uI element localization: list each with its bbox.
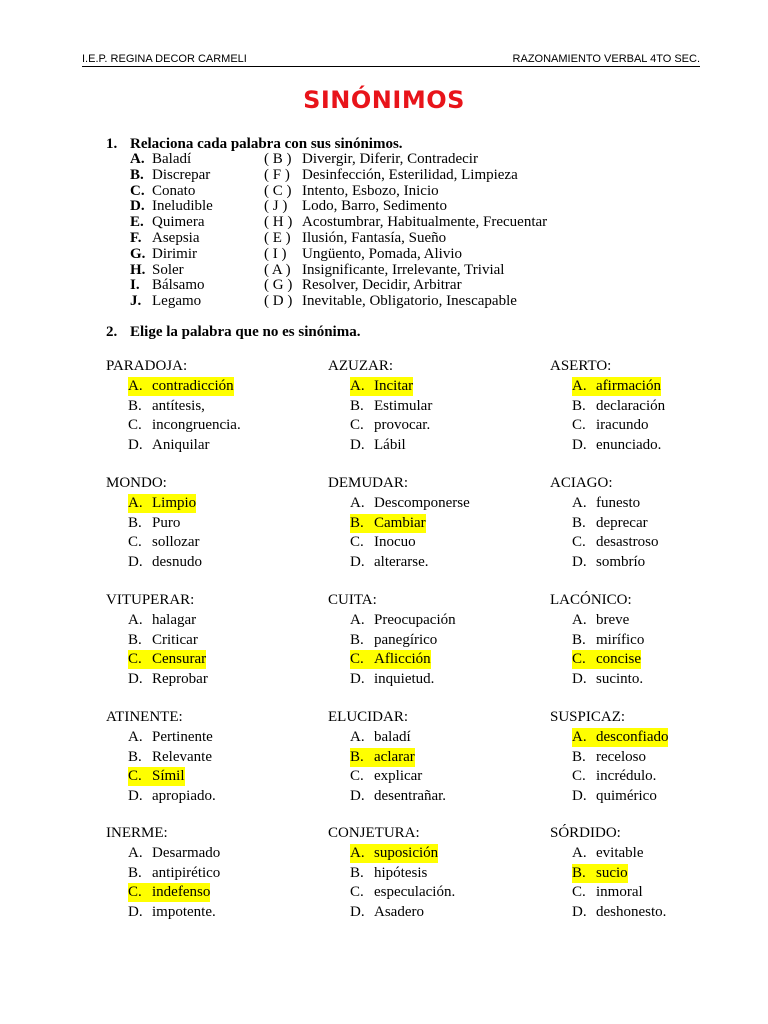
match-answer: ( H ) — [264, 214, 293, 231]
option-item — [350, 728, 411, 747]
option-letter: C. — [128, 884, 142, 900]
option-item — [350, 903, 424, 922]
match-definitions: Desinfección, Esterilidad, Limpieza — [302, 166, 518, 183]
match-word: Legamo — [152, 293, 202, 310]
option-letter: B. — [350, 631, 364, 648]
option-item — [572, 748, 646, 767]
option-letter: A. — [572, 845, 587, 861]
match-word: Soler — [152, 261, 184, 278]
match-answer: ( F ) — [264, 166, 290, 183]
school-name: I.E.P. REGINA DECOR CARMELI — [82, 53, 247, 65]
option-item — [128, 416, 241, 435]
option-item — [128, 883, 210, 902]
option-letter: A. — [350, 378, 365, 394]
match-answer: ( C ) — [264, 182, 292, 199]
option-letter: A. — [572, 729, 587, 745]
option-letter: D. — [128, 787, 143, 804]
option-text: Puro — [152, 514, 181, 531]
match-answer: ( I ) — [264, 245, 287, 262]
option-text: breve — [596, 612, 630, 628]
option-text: panegírico — [374, 631, 438, 648]
option-text: deprecar — [596, 514, 648, 531]
option-item — [350, 883, 455, 902]
option-letter: B. — [128, 397, 142, 414]
option-text: impotente. — [152, 903, 216, 920]
match-definitions: Resolver, Decidir, Arbitrar — [302, 277, 462, 294]
option-text: Estimular — [374, 397, 433, 414]
option-item — [350, 377, 413, 396]
option-item — [350, 494, 470, 513]
option-text: indefenso — [152, 884, 211, 900]
option-item — [572, 864, 628, 883]
option-text: Aniquilar — [152, 436, 210, 453]
option-letter: A. — [128, 495, 143, 511]
option-item — [128, 494, 196, 513]
option-item — [572, 883, 643, 902]
option-text: sollozar — [152, 534, 200, 550]
option-letter: C. — [128, 768, 142, 784]
option-letter: D. — [128, 670, 143, 687]
option-letter: B. — [128, 864, 142, 881]
group-word: SUSPICAZ: — [550, 709, 626, 725]
option-text: Inocuo — [374, 534, 416, 550]
question-2-text: Elige la palabra que no es sinónima. — [130, 324, 361, 340]
group-word: PARADOJA: — [106, 358, 188, 374]
option-letter: D. — [350, 553, 365, 570]
option-letter: D. — [128, 553, 143, 570]
match-letter: D. — [130, 198, 145, 215]
option-item — [572, 728, 668, 747]
option-text: Asadero — [374, 903, 424, 920]
option-text: aclarar — [374, 748, 415, 765]
option-text: receloso — [596, 748, 646, 765]
option-item — [350, 631, 437, 650]
option-text: especulación. — [374, 884, 456, 900]
option-letter: C. — [572, 768, 586, 784]
match-answer: ( B ) — [264, 151, 292, 167]
option-item — [350, 611, 456, 630]
option-letter: D. — [572, 436, 587, 453]
match-letter: I. — [130, 277, 140, 294]
option-text: desconfiado — [596, 729, 669, 745]
option-item — [350, 553, 429, 572]
option-item — [128, 728, 213, 747]
option-letter: D. — [572, 787, 587, 804]
match-letter: E. — [130, 214, 144, 231]
question-2-number: 2. — [106, 324, 118, 340]
option-text: desastroso — [596, 534, 659, 550]
option-item — [572, 494, 640, 513]
option-item — [572, 670, 643, 689]
option-item — [350, 650, 431, 669]
option-item — [572, 611, 629, 630]
option-text: concise — [596, 651, 641, 667]
option-item — [350, 416, 430, 435]
option-letter: B. — [572, 631, 586, 648]
option-letter: A. — [128, 845, 143, 861]
option-item — [572, 416, 648, 435]
option-text: mirífico — [596, 631, 645, 648]
match-word: Conato — [152, 182, 196, 199]
option-text: deshonesto. — [596, 903, 667, 920]
match-word: Dirimir — [152, 245, 197, 262]
option-item — [572, 903, 666, 922]
option-letter: D. — [350, 436, 365, 453]
option-text: sombrío — [596, 553, 646, 570]
option-text: desnudo — [152, 553, 202, 570]
option-item — [128, 748, 212, 767]
match-word: Bálsamo — [152, 277, 205, 294]
match-answer: ( D ) — [264, 293, 293, 310]
option-item — [128, 553, 202, 572]
match-letter: B. — [130, 166, 144, 183]
option-letter: B. — [350, 514, 364, 531]
option-letter: A. — [350, 612, 365, 628]
match-definitions: Ungüento, Pomada, Alivio — [302, 245, 462, 262]
option-item — [350, 844, 438, 863]
option-item — [128, 844, 220, 863]
option-item — [572, 377, 661, 396]
option-text: inquietud. — [374, 670, 435, 687]
option-letter: A. — [350, 845, 365, 861]
option-text: iracundo — [596, 417, 649, 433]
group-word: CONJETURA: — [328, 825, 420, 841]
match-letter: G. — [130, 245, 146, 262]
option-item — [350, 514, 426, 533]
option-item — [128, 436, 210, 455]
option-text: halagar — [152, 612, 197, 628]
option-text: Pertinente — [152, 729, 213, 745]
group-word: ELUCIDAR: — [328, 709, 408, 725]
option-item — [350, 670, 434, 689]
option-text: Limpio — [152, 495, 197, 511]
option-text: quimérico — [596, 787, 657, 804]
option-letter: C. — [350, 884, 364, 900]
option-letter: C. — [572, 417, 586, 433]
option-letter: A. — [128, 378, 143, 394]
option-text: Preocupación — [374, 612, 456, 628]
option-letter: A. — [350, 729, 365, 745]
option-letter: B. — [572, 748, 586, 765]
option-item — [572, 844, 643, 863]
option-item — [128, 631, 198, 650]
match-word: Discrepar — [152, 166, 211, 183]
option-item — [350, 436, 406, 455]
option-item — [572, 767, 656, 786]
page-title: SINÓNIMOS — [303, 86, 465, 114]
option-item — [128, 767, 185, 786]
option-item — [128, 787, 216, 806]
option-item — [572, 631, 644, 650]
option-text: desentrañar. — [374, 787, 447, 804]
option-item — [572, 533, 659, 552]
group-word: DEMUDAR: — [328, 475, 409, 491]
option-letter: A. — [128, 612, 143, 628]
option-text: afirmación — [596, 378, 661, 394]
option-letter: B. — [350, 864, 364, 881]
option-letter: D. — [572, 670, 587, 687]
option-item — [350, 787, 446, 806]
option-letter: B. — [128, 748, 142, 765]
group-word: VITUPERAR: — [106, 592, 195, 608]
option-item — [572, 397, 665, 416]
option-item — [572, 650, 641, 669]
option-text: Reprobar — [152, 670, 208, 687]
group-word: ACIAGO: — [550, 475, 613, 491]
option-letter: B. — [572, 864, 586, 881]
option-text: baladí — [374, 729, 411, 745]
option-item — [128, 533, 199, 552]
option-text: evitable — [596, 845, 644, 861]
match-definitions: Lodo, Barro, Sedimento — [302, 198, 447, 215]
option-item — [128, 397, 205, 416]
option-text: Descomponerse — [374, 495, 470, 511]
option-text: Símil — [152, 768, 185, 784]
option-text: provocar. — [374, 417, 431, 433]
option-letter: D. — [350, 670, 365, 687]
group-word: CUITA: — [328, 592, 377, 608]
match-word: Quimera — [152, 214, 205, 231]
option-letter: C. — [572, 884, 586, 900]
option-letter: A. — [572, 612, 587, 628]
option-letter: C. — [350, 534, 364, 550]
option-item — [350, 767, 422, 786]
match-word: Baladí — [152, 151, 192, 167]
match-answer: ( J ) — [264, 198, 288, 215]
option-text: enunciado. — [596, 436, 662, 453]
option-text: Censurar — [152, 651, 207, 667]
option-letter: C. — [572, 651, 586, 667]
option-text: Incitar — [374, 378, 414, 394]
option-item — [350, 533, 416, 552]
option-letter: C. — [350, 417, 364, 433]
question-1-number: 1. — [106, 136, 118, 152]
group-word: LACÓNICO: — [550, 592, 632, 608]
match-letter: F. — [130, 230, 142, 246]
match-word: Ineludible — [152, 198, 213, 215]
option-item — [572, 553, 645, 572]
option-text: explicar — [374, 768, 423, 784]
match-definitions: Insignificante, Irrelevante, Trivial — [302, 261, 505, 278]
option-letter: D. — [128, 903, 143, 920]
option-item — [128, 650, 206, 669]
option-text: inmoral — [596, 884, 643, 900]
option-text: funesto — [596, 495, 641, 511]
option-text: antítesis, — [152, 397, 205, 414]
option-item — [350, 864, 427, 883]
option-letter: A. — [350, 495, 365, 511]
group-word: MONDO: — [106, 475, 167, 491]
match-answer: ( G ) — [264, 277, 293, 294]
group-word: ASERTO: — [550, 358, 612, 374]
option-letter: D. — [350, 903, 365, 920]
option-text: Criticar — [152, 631, 198, 648]
option-letter: D. — [350, 787, 365, 804]
option-text: alterarse. — [374, 553, 429, 570]
match-letter: H. — [130, 261, 146, 278]
option-letter: B. — [128, 514, 142, 531]
option-letter: A. — [128, 729, 143, 745]
option-item — [572, 787, 657, 806]
match-letter: A. — [130, 151, 145, 167]
match-definitions: Inevitable, Obligatorio, Inescapable — [302, 293, 517, 310]
option-item — [572, 514, 648, 533]
group-word: AZUZAR: — [328, 358, 393, 374]
option-letter: D. — [572, 903, 587, 920]
match-definitions: Divergir, Diferir, Contradecir — [302, 151, 478, 167]
option-item — [128, 864, 220, 883]
option-text: apropiado. — [152, 787, 216, 804]
option-text: Aflicción — [374, 651, 431, 667]
option-letter: B. — [350, 748, 364, 765]
option-text: Lábil — [374, 436, 406, 453]
option-text: Cambiar — [374, 514, 426, 531]
option-letter: D. — [128, 436, 143, 453]
match-definitions: Intento, Esbozo, Inicio — [302, 182, 439, 199]
page-header — [82, 52, 700, 67]
option-letter: B. — [128, 631, 142, 648]
option-letter: B. — [572, 514, 586, 531]
option-letter: B. — [572, 397, 586, 414]
option-letter: C. — [128, 651, 142, 667]
group-word: SÓRDIDO: — [550, 825, 621, 841]
option-item — [350, 397, 432, 416]
option-letter: C. — [572, 534, 586, 550]
option-item — [128, 670, 208, 689]
option-text: Relevante — [152, 748, 212, 765]
match-answer: ( A ) — [264, 261, 291, 278]
option-letter: C. — [350, 651, 364, 667]
option-item — [128, 514, 180, 533]
match-definitions: Acostumbrar, Habitualmente, Frecuentar — [302, 214, 548, 231]
match-letter: C. — [130, 182, 145, 199]
question-1-text: Relaciona cada palabra con sus sinónimos. — [130, 136, 403, 152]
course-name: RAZONAMIENTO VERBAL 4TO SEC. — [512, 53, 700, 65]
option-letter: A. — [572, 378, 587, 394]
match-answer: ( E ) — [264, 230, 291, 246]
option-item — [572, 436, 661, 455]
option-letter: D. — [572, 553, 587, 570]
match-word: Asepsia — [152, 230, 200, 246]
option-letter: C. — [128, 534, 142, 550]
option-item — [128, 903, 216, 922]
match-definitions: Ilusión, Fantasía, Sueño — [302, 230, 447, 246]
option-item — [128, 377, 234, 396]
option-text: hipótesis — [374, 864, 428, 881]
option-text: incrédulo. — [596, 768, 657, 784]
option-letter: A. — [572, 495, 587, 511]
option-letter: B. — [350, 397, 364, 414]
option-text: contradicción — [152, 378, 234, 394]
option-text: sucinto. — [596, 670, 644, 687]
option-item — [128, 611, 196, 630]
group-word: ATINENTE: — [106, 709, 183, 725]
option-item — [350, 748, 415, 767]
group-word: INERME: — [106, 825, 168, 841]
option-letter: C. — [350, 768, 364, 784]
option-text: Desarmado — [152, 845, 221, 861]
option-text: sucio — [596, 864, 628, 881]
option-text: declaración — [596, 397, 666, 414]
option-letter: C. — [128, 417, 142, 433]
match-letter: J. — [130, 293, 142, 310]
option-text: incongruencia. — [152, 417, 241, 433]
option-text: suposición — [374, 845, 439, 861]
option-text: antipirético — [152, 864, 221, 881]
